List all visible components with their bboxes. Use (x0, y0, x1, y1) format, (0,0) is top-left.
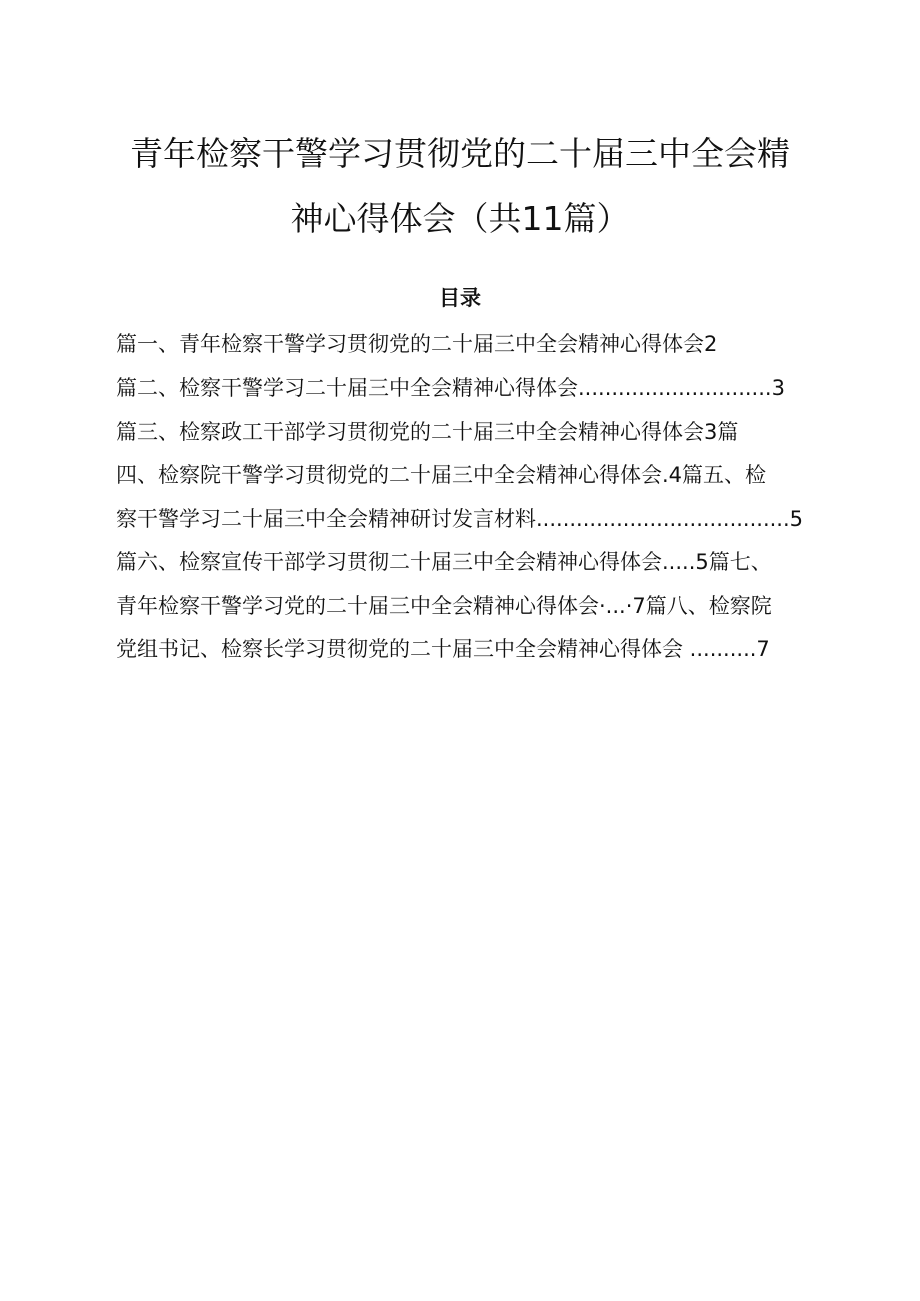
toc-line: 篇一、青年检察干警学习贯彻党的二十届三中全会精神心得体会2 (116, 332, 718, 356)
toc-line: 篇三、检察政工干部学习贯彻党的二十届三中全会精神心得体会3篇 (116, 420, 739, 444)
toc-line: 篇六、检察宣传干部学习贯彻二十届三中全会精神心得体会.....5篇七、 (116, 550, 772, 574)
toc-line: 党组书记、检察长学习贯彻党的二十届三中全会精神心得体会 ..........7 (116, 637, 770, 661)
toc-line: 察干警学习二十届三中全会精神研讨发言材料......................................5 (116, 507, 804, 531)
document-title-line-2: 神心得体会（共11篇） (290, 199, 630, 238)
toc-line: 四、检察院干警学习贯彻党的二十届三中全会精神心得体会.4篇五、检 (116, 463, 767, 487)
toc-heading: 目录 (439, 286, 481, 310)
toc-line: 青年检察干警学习党的二十届三中全会精神心得体会·...·7篇八、检察院 (116, 594, 772, 618)
toc-line: 篇二、检察干警学习二十届三中全会精神心得体会.............................3 (116, 376, 785, 400)
document-title-line-1: 青年检察干警学习贯彻党的二十届三中全会精 (130, 134, 790, 173)
